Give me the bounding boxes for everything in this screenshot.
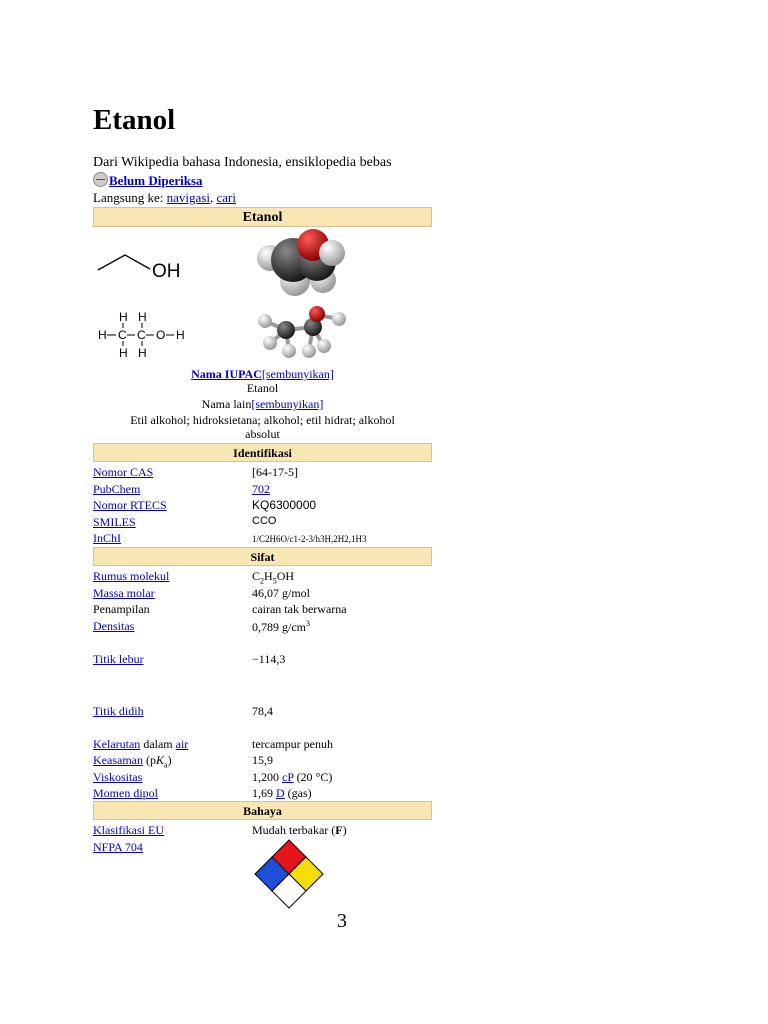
boiling-point-value: 78,4 — [252, 704, 273, 718]
acidity-subscript: a — [164, 760, 168, 770]
other-names-line-2: absolut — [245, 427, 280, 441]
molecular-formula-link[interactable]: Rumus molekul — [93, 569, 170, 583]
other-names-label: Nama lain — [201, 397, 252, 411]
density-link[interactable]: Densitas — [93, 619, 135, 633]
formula-c: C — [252, 569, 261, 583]
formula-h: H — [264, 569, 273, 583]
appearance-label: Penampilan — [93, 602, 150, 616]
eu-classification-close: ) — [342, 823, 347, 837]
page-title: Etanol — [93, 104, 176, 136]
page-number: 3 — [337, 910, 347, 932]
solubility-link[interactable]: Kelarutan — [93, 737, 141, 751]
boiling-point-link[interactable]: Titik didih — [93, 704, 144, 718]
dipole-number: 1,69 — [252, 786, 276, 800]
eu-classification-link[interactable]: Klasifikasi EU — [93, 823, 164, 837]
hydrogen-atom — [317, 339, 331, 353]
acidity-pk-open: (p — [142, 753, 156, 767]
viscosity-value — [252, 770, 332, 785]
water-link[interactable]: air — [175, 737, 189, 751]
nfpa-704-diamond-icon — [252, 839, 326, 909]
formula-h-subscript: 5 — [272, 576, 277, 586]
iupac-name-link[interactable]: Nama IUPAC — [191, 367, 262, 381]
section-hazards-header: Bahaya — [93, 801, 432, 820]
acidity-row-label — [93, 753, 172, 769]
structural-formula-image — [95, 305, 195, 365]
atom-h: H — [138, 346, 147, 360]
pubchem-value-link[interactable]: 702 — [252, 482, 270, 496]
jump-search-link[interactable]: cari — [216, 190, 236, 205]
acidity-link[interactable]: Keasaman — [93, 753, 143, 767]
melting-point-link[interactable]: Titik lebur — [93, 652, 144, 666]
jump-navigation-link[interactable]: navigasi — [166, 190, 210, 205]
hydrogen-atom — [258, 314, 272, 328]
section-identification-header: Identifikasi — [93, 443, 432, 462]
skeletal-bonds — [98, 255, 150, 270]
dipole-moment-value — [252, 786, 312, 801]
other-names-header — [93, 397, 432, 412]
eu-classification-text: Mudah terbakar ( — [252, 823, 336, 837]
hydrogen-atom — [263, 336, 277, 350]
atom-h: H — [119, 310, 128, 324]
carbon-atom — [277, 321, 295, 339]
rtecs-number-link[interactable]: Nomor RTECS — [93, 498, 167, 512]
unchecked-status-icon — [93, 172, 108, 187]
melting-point-value: −114,3 — [252, 652, 286, 666]
skeletal-formula-image — [95, 250, 195, 285]
appearance-value: cairan tak berwarna — [252, 602, 347, 616]
acidity-k: K — [155, 753, 164, 767]
density-exponent: 3 — [306, 619, 310, 628]
viscosity-link[interactable]: Viskositas — [93, 770, 143, 784]
density-value — [252, 619, 310, 635]
inchi-link[interactable]: InChI — [93, 531, 121, 545]
section-properties-header: Sifat — [93, 547, 432, 566]
space-filling-model-image — [253, 228, 351, 300]
hydrogen-atom — [302, 344, 316, 358]
dipole-state: (gas) — [284, 786, 312, 800]
smiles-value: CCO — [252, 515, 277, 527]
dipole-moment-link[interactable]: Momen dipol — [93, 786, 158, 800]
atom-h: H — [119, 346, 128, 360]
formula-oh: OH — [276, 569, 295, 583]
hydrogen-atom — [319, 240, 345, 266]
atom-h: H — [98, 328, 107, 342]
other-names-line-1: Etil alkohol; hidroksietana; alkohol; etil hidrat; alkohol — [130, 413, 395, 427]
centipoise-link[interactable]: cP — [282, 770, 294, 784]
hydrogen-atom — [332, 312, 346, 326]
oxygen-atom — [309, 306, 325, 322]
iupac-name-header — [93, 367, 432, 382]
solubility-connector: dalam — [140, 737, 176, 751]
iupac-hide-link[interactable]: [sembunyikan] — [261, 367, 334, 381]
cas-number-link[interactable]: Nomor CAS — [93, 465, 154, 479]
atom-h: H — [138, 310, 147, 324]
hydrogen-atom — [282, 344, 296, 358]
jump-links — [93, 190, 236, 206]
acidity-value: 15,9 — [252, 753, 273, 767]
other-names-hide-link[interactable]: [sembunyikan] — [251, 397, 324, 411]
ball-and-stick-model-image — [253, 303, 348, 361]
viscosity-number: 1,200 — [252, 770, 282, 784]
rtecs-number-value: KQ6300000 — [252, 498, 317, 512]
pubchem-link[interactable]: PubChem — [93, 482, 141, 496]
viscosity-temperature: (20 °C) — [293, 770, 333, 784]
jump-separator: , — [209, 190, 217, 205]
density-number: 0,789 g/cm — [252, 620, 306, 634]
atom-o: O — [156, 328, 166, 342]
atom-h: H — [176, 328, 185, 342]
iupac-name-value: Etanol — [246, 381, 279, 395]
molar-mass-value: 46,07 g/mol — [252, 586, 311, 600]
review-status — [93, 172, 203, 189]
solubility-value: tercampur penuh — [252, 737, 333, 751]
acidity-close: ) — [167, 753, 172, 767]
inchi-value: 1/C2H6O/c1-2-3/h3H,2H2,1H3 — [252, 534, 367, 544]
atom-c: C — [137, 328, 146, 342]
eu-classification-value — [252, 823, 347, 838]
debye-link[interactable]: D — [276, 786, 285, 800]
atom-c: C — [118, 328, 127, 342]
eu-classification-code: F — [335, 823, 343, 837]
source-tagline: Dari Wikipedia bahasa Indonesia, ensiklopedia bebas — [93, 155, 392, 170]
nfpa-704-link[interactable]: NFPA 704 — [93, 840, 143, 854]
unchecked-link[interactable]: Belum Diperiksa — [109, 173, 203, 188]
molecular-formula-value — [252, 569, 294, 585]
infobox-title: Etanol — [93, 207, 432, 227]
solubility-row-label — [93, 737, 188, 752]
formula-c-subscript: 2 — [260, 576, 265, 586]
molar-mass-link[interactable]: Massa molar — [93, 586, 155, 600]
smiles-link[interactable]: SMILES — [93, 515, 136, 529]
cas-number-value: [64-17-5] — [252, 465, 298, 479]
skeletal-oh-label: OH — [152, 261, 181, 282]
jump-prefix: Langsung ke: — [93, 190, 167, 205]
